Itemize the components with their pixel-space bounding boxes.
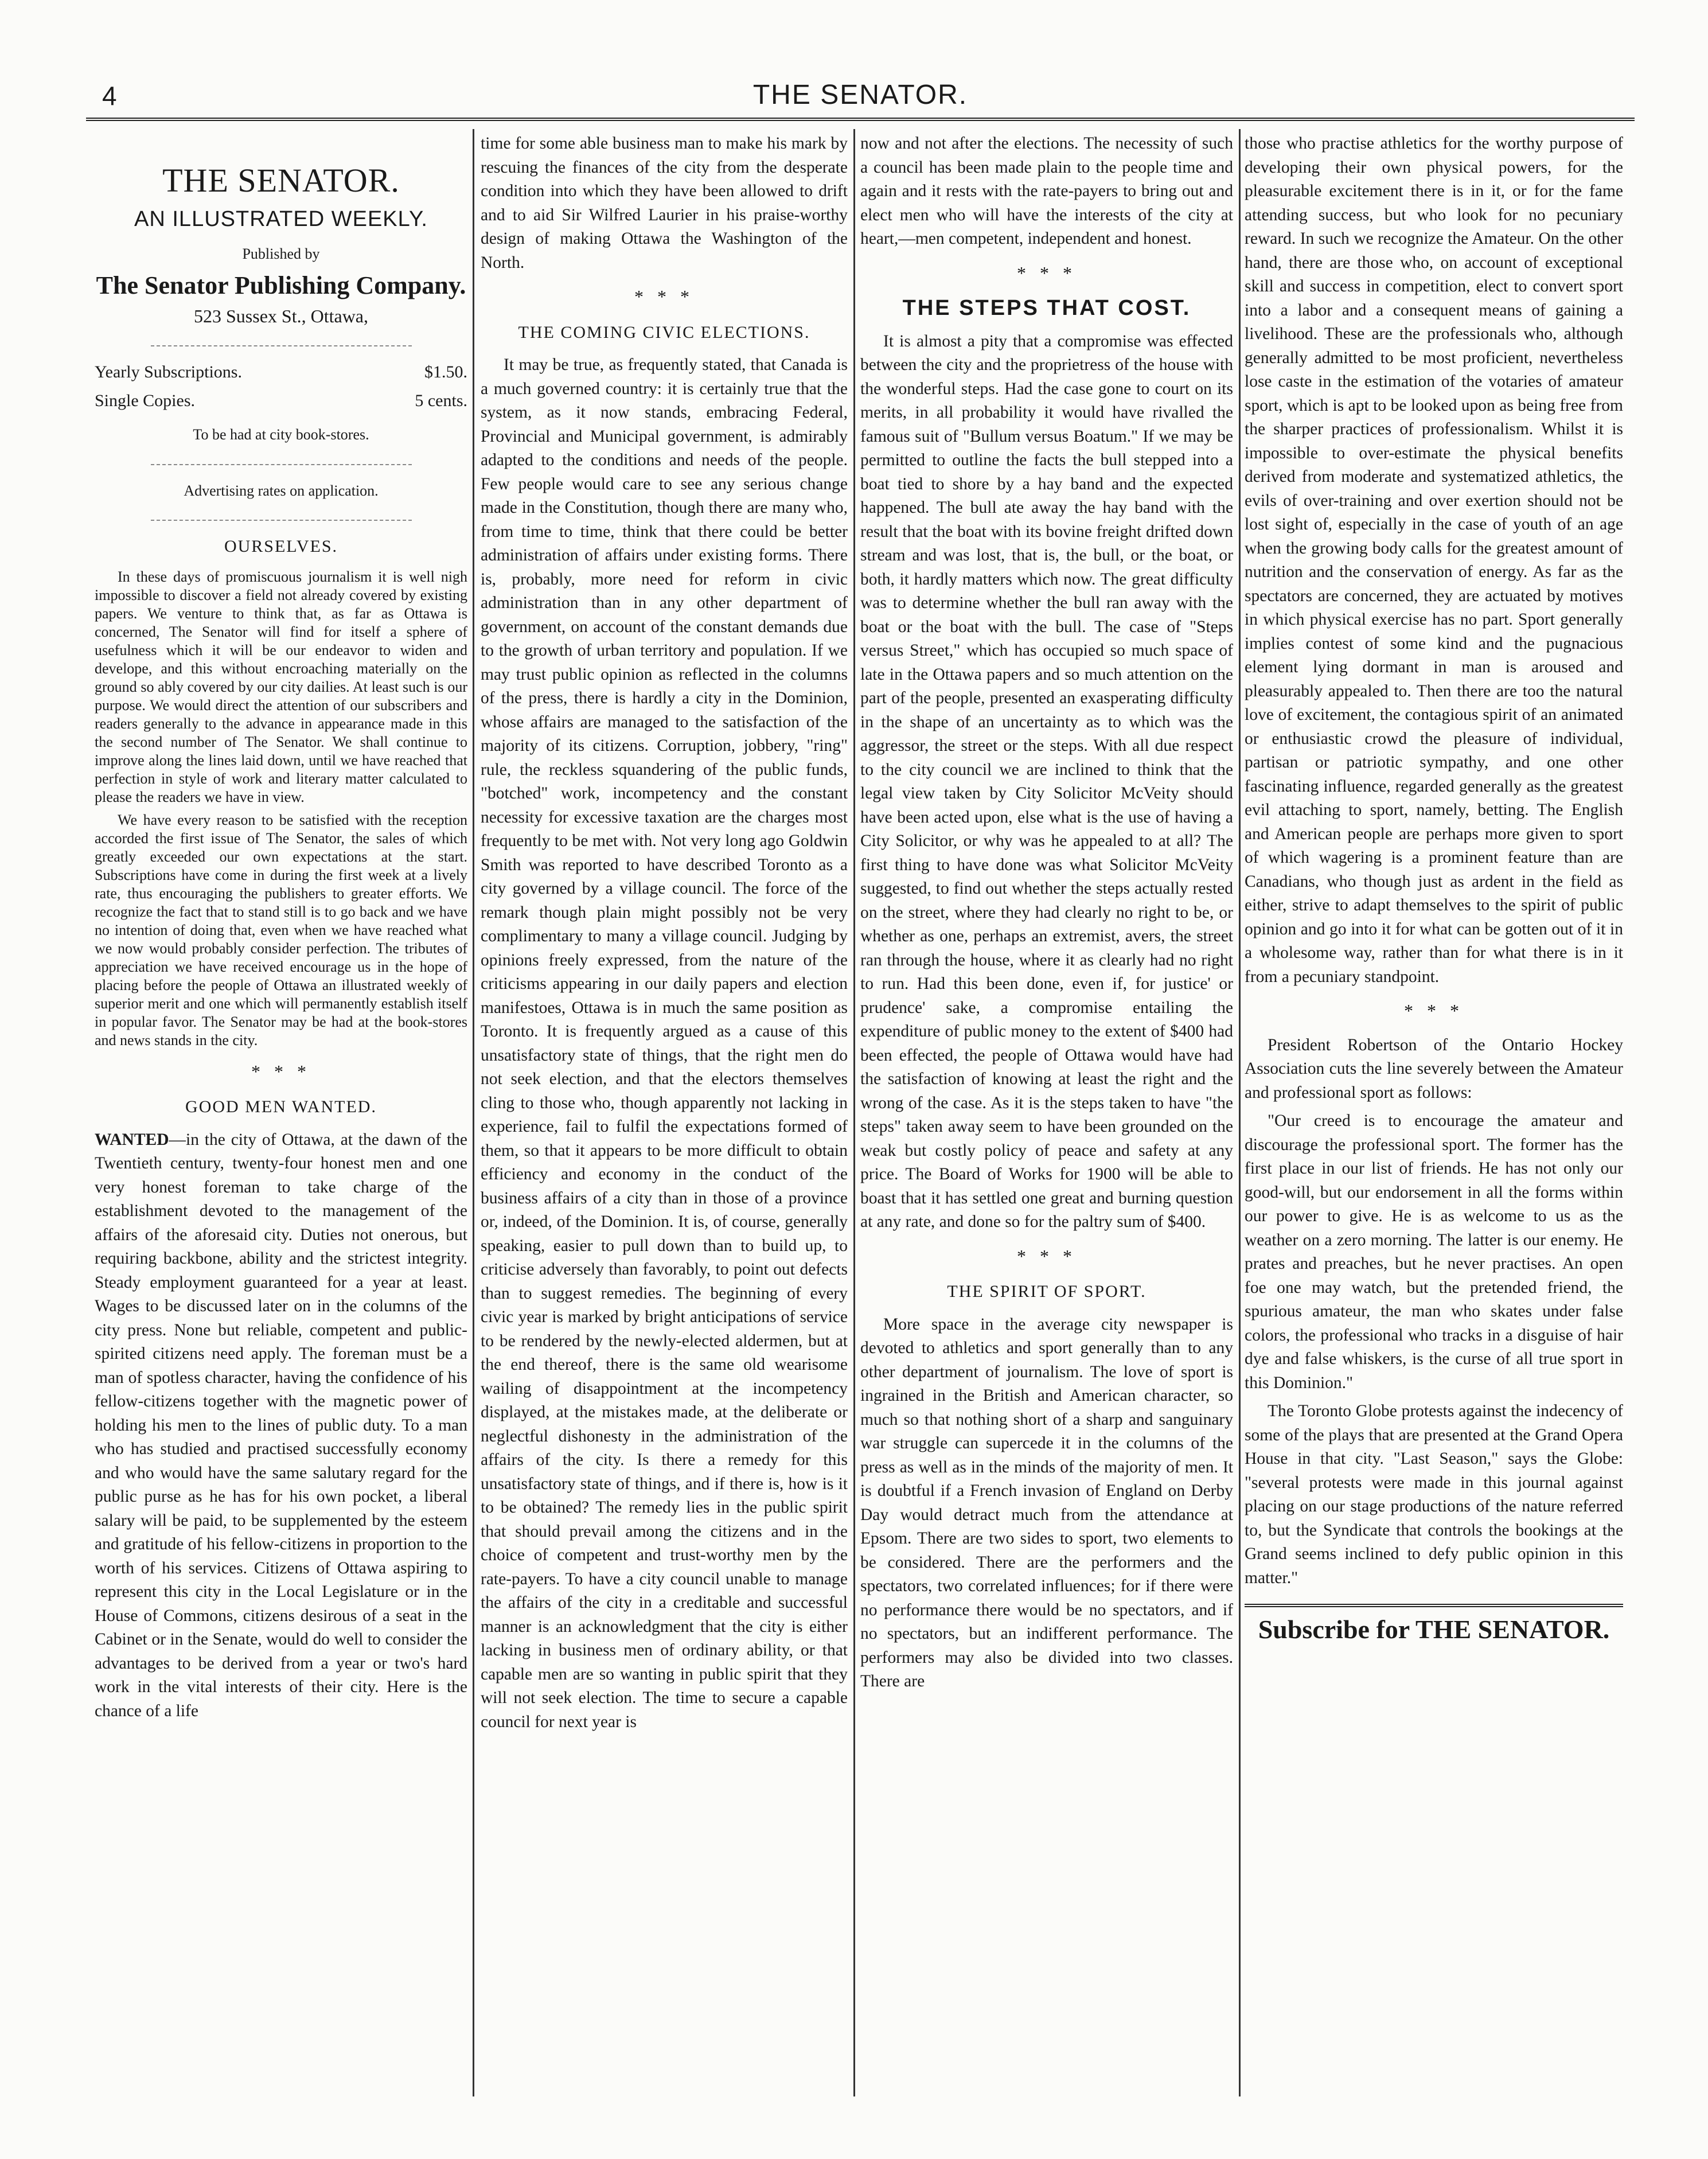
publisher-address: 523 Sussex St., Ottawa,	[194, 305, 368, 326]
article-paragraph: We have every reason to be satisfied with the reception accorded the first issue of The Senator, the sales of which greatly exceeded our own expectations at the start. Subscriptions have come in during the first week at a lively rate, thus encouraging the publishers to greater efforts. We recognize the fact that to stand still is to go back and we have no intention of doing that, even when we have reached what we now would probably consider perfection. The tributes of appreciation we have received encourage us in the hope of placing before the people of Ottawa an illustrated weekly of superior merit and one which will permanently establish itself in popular favor. The Senator may be had at the book-stores and news stands in the city.	[95, 811, 467, 1049]
column-3	[860, 132, 1233, 2094]
article-paragraph: More space in the average city newspaper is devoted to athletics and sport generally than to any other department of journalism. The love of sport is ingrained in the British and American character, so much so that nothing short of a sharp and sanguinary war struggle can supercede it in the columns of the press as well as in the minds of the majority of men. It is doubtful if a French invasion of England on Derby Day would detract much from the attendance at Epsom. There are two sides to sport, two elements to be considered. There are the performers and the spectators, two correlated influences; for if there were no performance there would be no spectators, and if no spectators, but an indifferent performance. The performers may also be divided into two classes. There are	[860, 1315, 1233, 1690]
masthead-title: THE SENATOR.	[162, 162, 400, 199]
header-rule	[86, 118, 1635, 124]
article-paragraph: those who practise athletics for the worthy purpose of developing their own physical powers, for the pleasurable excitement there is in it, or for the fame attending success, but who look for no pecuniary reward. In such we recognize the Amateur. On the other hand, there are those who, on account of exceptional skill and success in competition, elect to convert sport into a labor and a consequent means of gaining a livelihood. These are the professionals who, although generally admitted to be most proficient, nevertheless lose caste in the estimation of the votaries of amateur sport, which is apt to be looked upon as being free from the sharper practices of professionalism. Whilst it is impossible to over-estimate the physical benefits derived from moderate and systematized athletics, the evils of over-training and over exertion should not be lost sight of, especially in the case of youth of an age when the growing body calls for the greatest amount of nutrition and the conservation of energy. As far as the spectators are concerned, they are actuated by motives in which physical exercise has no part. Sport generally implies contest of some kind and the pugnacious element lying dormant in man is aroused and pleasurably appealed to. Then there are too the natural love of excitement, the contagious spirit of an animated or enthusiastic crowd the pleasure of individual, partisan or patriotic sympathy, and one other fascinating influence, regarded generally as the greatest evil attaching to sport, namely, betting. The English and American people are perhaps more given to sport of which wagering is a prominent feature than are Canadians, who though just as ardent in the field as either, strive to adapt themselves to the spirit of public opinion and go into it for what can be gotten out of it in a wholesome way, rather than for what there is in it from a pecuniary standpoint.	[1245, 134, 1623, 986]
single-price-row	[95, 389, 467, 413]
column-1	[95, 132, 467, 2094]
publisher-name: The Senator Publishing Company.	[96, 271, 466, 299]
page-header	[86, 69, 1635, 115]
divider	[151, 520, 412, 521]
sport-heading: THE SPIRIT OF SPORT.	[947, 1282, 1147, 1301]
steps-heading: THE STEPS THAT COST.	[902, 296, 1191, 320]
divider	[151, 464, 412, 465]
masthead-subtitle: AN ILLUSTRATED WEEKLY.	[134, 207, 428, 231]
column-divider	[1239, 129, 1241, 2096]
bookstores-note: To be had at city book-stores.	[193, 426, 369, 443]
ourselves-heading: OURSELVES.	[224, 537, 338, 556]
article-paragraph: In these days of promiscuous journalism it is well nigh impossible to discover a field not already covered by existing papers. We venture to think that, as far as Ottawa is concerned, The Senator will find for itself a sphere of usefulness which it will be our endeavor to widen and develope, and this without encroaching materially on the ground so ably covered by our city dailies. At least such is our purpose. We would direct the attention of our subscribers and readers generally to the advance in appearance made in this the second number of The Senator. We shall continue to improve along the lines laid down, until we have reached that perfection in style of work and literary matter calculated to please the readers we have in view.	[95, 568, 467, 805]
column-2	[481, 132, 848, 2094]
article-paragraph: time for some able business man to make his mark by rescuing the finances of the city from the desperate condition into which they have been allowed to drift and to aid Sir Wilfred Laurier in his praise-worthy design of making Ottawa the Washington of the North.	[481, 134, 848, 272]
yearly-label: Yearly Subscriptions.	[95, 363, 242, 381]
page-number: 4	[102, 81, 117, 111]
single-price: 5 cents.	[415, 391, 467, 410]
wanted-lead: WANTED	[95, 1130, 169, 1149]
divider	[151, 345, 412, 346]
article-paragraph: It may be true, as frequently stated, that Canada is a much governed country: it is certainly true that the system, as it now stands, embracing Federal, Provincial and Municipal government, is admirably adapted to the conditions and needs of the people. Few people would care to see any serious change made in the Constitution, though there are many who, from time to time, think that there could be better administration of affairs under existing forms. There is, probably, more need for reform in civic administration than in any other department of government, on account of the constant demands due to the growth of urban territory and population. If we may trust public opinion as reflected in the columns of the press, there is hardly a city in the Dominion, whose affairs are managed to the satisfaction of the majority of its citizens. Corruption, jobbery, "ring" rule, the reckless squandering of the public funds, "botched" work, incompetency and the constant necessity for excessive taxation are the charges most frequently to be met with. Not very long ago Goldwin Smith was reported to have described Toronto as a city governed by a village council. The force of the remark though plain might possibly not be very complimentary to many a village council. Judging by opinions freely expressed, from the nature of the criticisms appearing in our daily papers and election manifestoes, Ottawa is in much the same position as Toronto. It is frequently argued as a cause of this unsatisfactory state of things, that the right men do not seek election, and that the electors themselves cling to those who, though apparently not lacking in experience, fail to fulfil the expectations formed of them, so that it appears to be more difficult to obtain efficiency and economy in the conduct of the business affairs of a city than in those of a province or, indeed, of the Dominion. It is, of course, generally speaking, easier to pull down than to build up, to criticise adversely than favorably, to point out defects than to suggest remedies. The beginning of every civic year is marked by bright anticipations of service to be rendered by the newly-elected aldermen, but at the end thereof, there is the same old wearisome wailing of disappointment at the incompetency displayed, at the mistakes made, at the deliberate or neglectful dishonesty in the administration of the affairs of the city. Is there a remedy for this unsatisfactory state of things, and if there is, how is it to be obtained? The remedy lies in the public spirit that should prevail among the citizens and in the choice of competent and trust-worthy men by the rate-payers. To have a city council unable to manage the affairs of the city in a creditable and successful manner is an acknowledgment that the city is either lacking in business men of ordinary ability, or that capable men are so wanting in public spirit that they will not seek election. The time to secure a capable council for next year is	[481, 356, 848, 1731]
published-by: Published by	[242, 245, 320, 262]
section-ornament: * * *	[634, 286, 694, 307]
column-divider	[473, 129, 474, 2096]
running-title: THE SENATOR.	[752, 80, 968, 110]
article-paragraph: "Our creed is to encourage the amateur and discourage the professional sport. The former has the first place in our list of friends. He has not only our good-will, but our endorsement in all the forms within our power to give. He is as welcome to us as the weather on a zero morning. The latter is our enemy. He prates and preaches, but he never practises. An open foe one may watch, but the pretended friend, the spurious amateur, the man who skates under false colors, the professional who tracks in a disguise of hair dye and false whiskers, is the curse of all true sport in this Dominion."	[1245, 1112, 1623, 1392]
article-paragraph	[95, 1128, 467, 1724]
wanted-text: —in the city of Ottawa, at the dawn of the Twentieth century, twenty-four honest men and one very honest foreman to take charge of the establishment devoted to the management of the affairs of the aforesaid city. Duties not onerous, but requiring backbone, ability and the strictest integrity. Steady employment guaranteed for a year at least. Wages to be discussed later on in the columns of the city press. None but reliable, competent and public-spirited citizens need apply. The foreman must be a man of spotless character, having the confidence of his fellow-citizens together with the magnetic power of holding his men to the lines of public duty. To a man who has studied and practised successfully economy and who would have the same salutary regard for the public purse as he has for his own pocket, a liberal salary will be paid, to be supplemented by the esteem and gratitude of his fellow-citizens in proportion to the worth of his services. Citizens of Ottawa aspiring to represent this city in the Local Legislature or in the House of Commons, citizens desirous of a seat in the Cabinet or in the Senate, would do well to consider the advantages to be derived from a year or two's hard work in the vital interests of their city. Here is the chance of a life	[95, 1130, 467, 1720]
section-ornament: * * *	[1017, 1245, 1077, 1266]
article-paragraph: It is almost a pity that a compromise was effected between the city and the proprietress of the house with the wonderful steps. Had the case gone to court on its merits, in all probability it would have rivalled the famous suit of "Bullum versus Boatum." If we may be permitted to outline the facts the bull stepped into a boat tied to shore by a hay band and the expected happened. The bull ate away the hay band with the result that the boat with its bovine freight drifted down stream and was lost, that is, the bull, or the boat, or both, it hardly matters which now. The great difficulty was to determine whether the bull ran away with the boat or the boat with the bull. The case of "Steps versus Street," which has occupied so much space of late in the Ottawa papers and so much attention on the part of the people, presented an exasperating difficulty in the shape of an uncertainty as to which was the aggressor, the street or the steps. With all due respect to the city council we are inclined to think that the legal view taken by City Solicitor McVeity should have been acted upon, else what is the use of having a City Solicitor, or why was he appealed to at all? The first thing to have done was what Solicitor McVeity suggested, to find out whether the steps actually rested on the street, where they had clearly no right to be, or whether as one, perhaps an extremist, avers, the street ran through the house, where it as clearly had no right to run. Had this been done, even if, for justice' or prudence' sake, a compromise entailing the expenditure of public money to the extent of $400 had been effected, the people of Ottawa would have had the satisfaction of knowing at least the right and the wrong of the case. As it is the steps taken to have "the steps" taken away seem to have been grounded on the weak but costly policy of peace and safety at any price. The Board of Works for 1900 will be able to boast that it has settled one great and burning question at any rate, and done so for the paltry sum of $400.	[860, 332, 1233, 1231]
good-men-heading: GOOD MEN WANTED.	[185, 1097, 377, 1116]
section-ornament: * * *	[251, 1061, 311, 1082]
article-paragraph: now and not after the elections. The necessity of such a council has been made plain to the people time and again and it rests with the rate-payers to bring out and elect men who will have the interests of the city at heart,—men competent, independent and honest.	[860, 134, 1233, 248]
column-4	[1245, 132, 1623, 2094]
advertising-note: Advertising rates on application.	[184, 482, 379, 499]
section-ornament: * * *	[1017, 262, 1077, 283]
subscribe-notice: Subscribe for THE SENATOR.	[1258, 1615, 1610, 1644]
civic-elections-heading: THE COMING CIVIC ELECTIONS.	[518, 322, 810, 342]
yearly-price-row	[95, 360, 467, 384]
single-label: Single Copies.	[95, 391, 196, 410]
section-ornament: * * *	[1404, 1000, 1464, 1021]
divider	[1245, 1604, 1623, 1607]
article-paragraph: President Robertson of the Ontario Hockey Association cuts the line severely between the Amateur and professional sport as follows:	[1245, 1035, 1623, 1102]
article-paragraph: The Toronto Globe protests against the indecency of some of the plays that are presented at the Grand Opera House in that city. "Last Season," says the Globe: "several protests were made in this journal against placing on our stage productions of the nature referred to, but the Syndicate that controls the bookings at the Grand seems inclined to defy public opinion in this matter."	[1245, 1402, 1623, 1587]
yearly-price: $1.50.	[424, 363, 467, 381]
column-divider	[853, 129, 855, 2096]
